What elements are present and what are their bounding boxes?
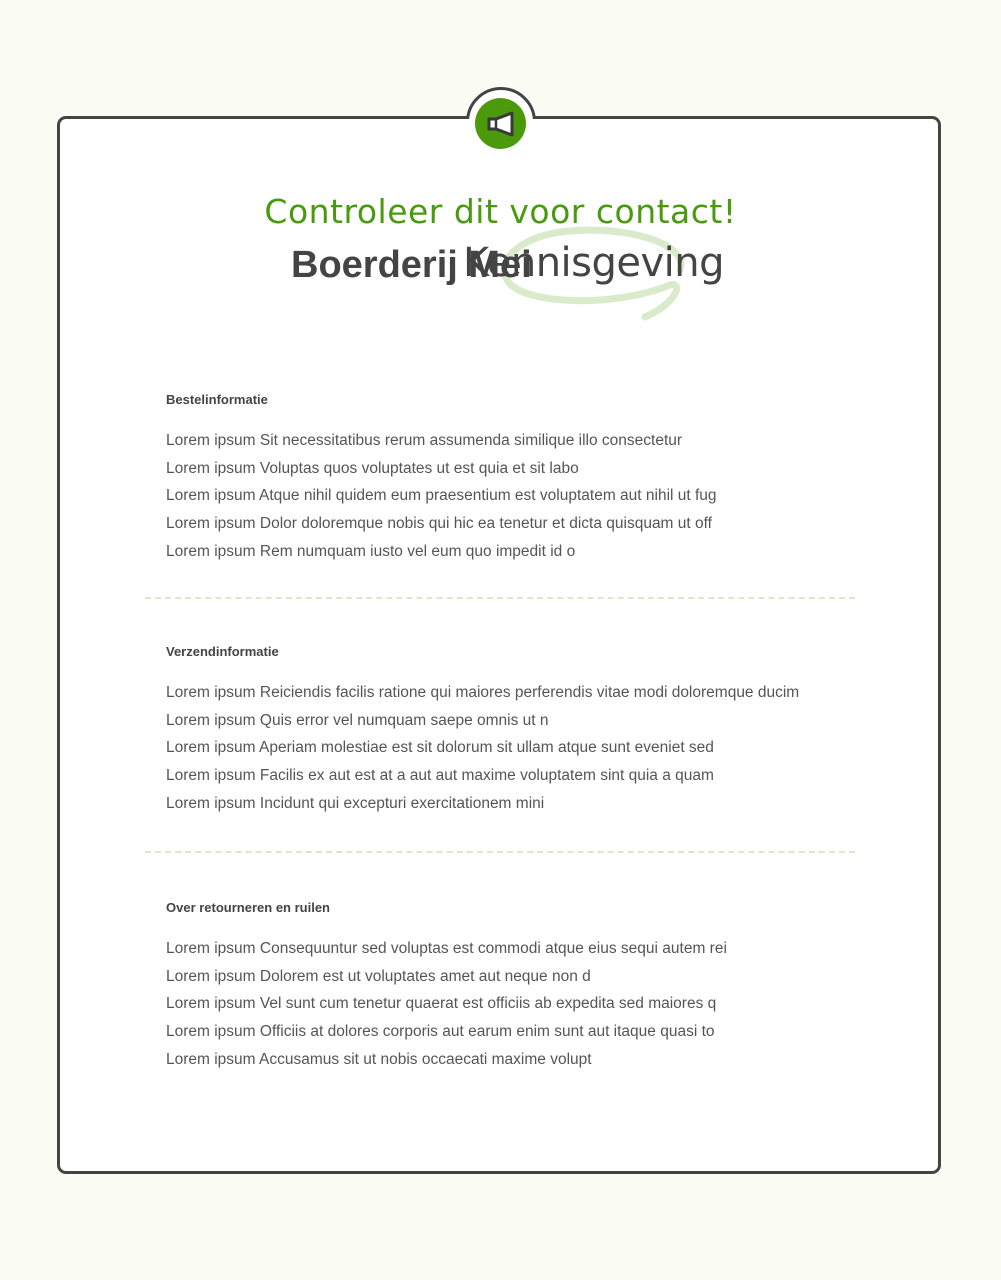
title-farm-name: Boerderij Mei bbox=[291, 244, 532, 286]
section-shipping-info bbox=[166, 644, 866, 818]
section-returns bbox=[166, 900, 866, 1074]
list-item: Lorem ipsum Facilis ex aut est at a aut aut maxime voluptatem sint quia a quam bbox=[166, 767, 714, 785]
section-order-info bbox=[166, 392, 866, 566]
list-item: Lorem ipsum Officiis at dolores corporis aut earum enim sunt aut itaque quasi to bbox=[166, 1023, 715, 1041]
list-item: Lorem ipsum Rem numquam iusto vel eum quo impedit id o bbox=[166, 542, 576, 560]
list-item: Lorem ipsum Dolor doloremque nobis qui hic ea tenetur et dicta quisquam ut off bbox=[166, 515, 712, 533]
section-heading: Bestelinformatie bbox=[166, 392, 268, 407]
list-item: Lorem ipsum Consequuntur sed voluptas est commodi atque eius sequi autem rei bbox=[166, 940, 727, 957]
list-item: Lorem ipsum Quis error vel numquam saepe omnis ut n bbox=[166, 711, 549, 729]
title-notice: Kennisgeving bbox=[463, 240, 725, 286]
list-item: Lorem ipsum Dolorem est ut voluptates amet aut neque non d bbox=[166, 967, 591, 985]
list-item: Lorem ipsum Vel sunt cum tenetur quaerat est officiis ab expedita sed maiores q bbox=[166, 995, 717, 1013]
subtitle: Controleer dit voor contact! bbox=[264, 192, 737, 231]
list-item: Lorem ipsum Reiciendis facilis ratione qui maiores perferendis vitae modi doloremque ducim bbox=[166, 684, 800, 701]
dashed-divider bbox=[145, 597, 855, 599]
section-heading: Verzendinformatie bbox=[166, 644, 279, 659]
badge bbox=[475, 98, 526, 149]
list-item: Lorem ipsum Atque nihil quidem eum praesentium est voluptatem aut nihil ut fug bbox=[166, 487, 717, 505]
list-item: Lorem ipsum Incidunt qui excepturi exercitationem mini bbox=[166, 794, 545, 812]
dashed-divider bbox=[145, 851, 855, 853]
list-item: Lorem ipsum Sit necessitatibus rerum assumenda similique illo consectetur bbox=[166, 432, 683, 449]
section-heading: Over retourneren en ruilen bbox=[166, 900, 330, 915]
list-item: Lorem ipsum Accusamus sit ut nobis occaecati maxime volupt bbox=[166, 1050, 592, 1068]
list-item: Lorem ipsum Voluptas quos voluptates ut est quia et sit labo bbox=[166, 459, 579, 477]
megaphone-icon bbox=[486, 111, 516, 137]
list-item: Lorem ipsum Aperiam molestiae est sit dolorum sit ullam atque sunt eveniet sed bbox=[166, 739, 714, 757]
